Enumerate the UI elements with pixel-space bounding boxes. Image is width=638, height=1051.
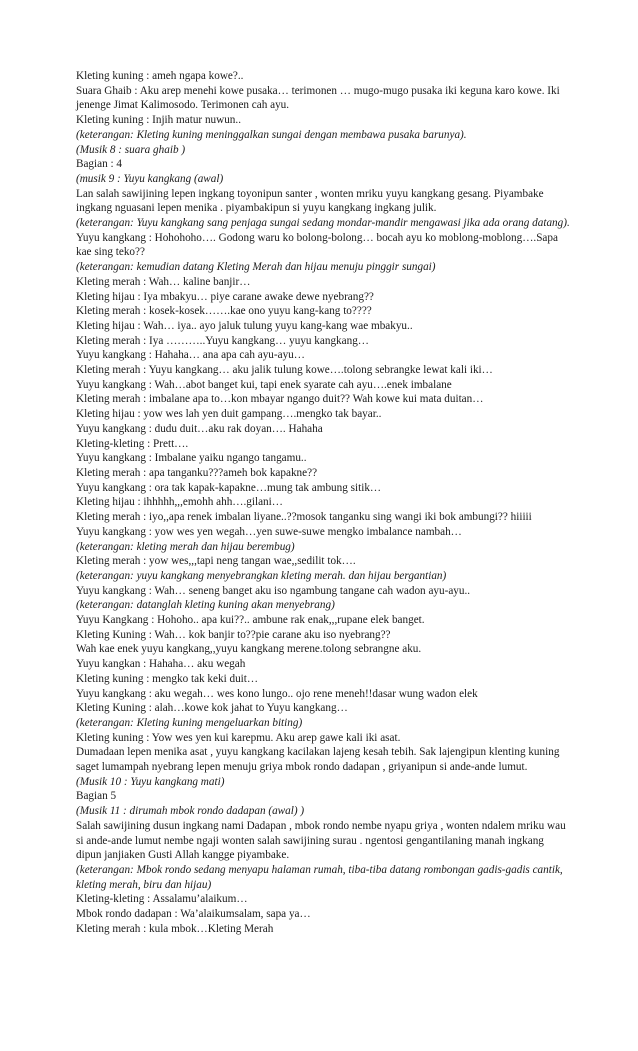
text-line: Kleting merah : kosek-kosek…….kae ono yuyu kang-kang to???? [76, 305, 372, 318]
text-line: Yuyu kangkang : Imbalane yaiku ngango tangamu.. [76, 452, 307, 465]
text-line: Kleting merah : apa tanganku???ameh bok kapakne?? [76, 466, 318, 479]
text-line: Kleting hijau : ihhhhh,,,emohh ahh….gilani… [76, 496, 283, 509]
stage-direction: (keterangan: yuyu kangkang menyebrangkan kleting merah. dan hijau bergantian) [76, 569, 447, 582]
text-line: Kleting Kuning : alah…kowe kok jahat to Yuyu kangkang… [76, 702, 348, 715]
music-cue: (Musik 10 : Yuyu kangkang mati) [76, 775, 225, 788]
text-line: Kleting kuning : Injih matur nuwun.. [76, 114, 241, 127]
text-line: Mbok rondo dadapan : Wa’alaikumsalam, sapa ya… [76, 908, 311, 921]
stage-direction: (keterangan: kemudian datang Kleting Merah dan hijau menuju pinggir sungai) [76, 261, 436, 274]
stage-direction: (keterangan: Kleting kuning mengeluarkan biting) [76, 716, 303, 729]
text-line: Yuyu kangkan : Hahaha… aku wegah [76, 658, 246, 671]
text-line: Yuyu Kangkang : Hohoho.. apa kui??.. ambune rak enak,,,rupane elek banget. [76, 614, 425, 627]
text-line: Kleting hijau : Wah… iya.. ayo jaluk tulung yuyu kang-kang wae mbakyu.. [76, 319, 413, 332]
text-line: Kleting hijau : Iya mbakyu… piye carane awake dewe nyebrang?? [76, 290, 374, 303]
text-line: Kleting kuning : Yow wes yen kui karepmu. Aku arep gawe kali iki asat. [76, 731, 401, 744]
text-line: Yuyu kangkang : ora tak kapak-kapakne…mung tak ambung sitik… [76, 481, 382, 494]
text-line: Kleting kuning : ameh ngapa kowe?.. [76, 70, 244, 82]
text-line: Kleting merah : Wah… kaline banjir… [76, 275, 251, 288]
document-page [76, 69, 570, 936]
stage-direction: (keterangan: Kleting kuning meninggalkan sungai dengan membawa pusaka barunya). [76, 128, 467, 141]
text-line: Yuyu kangkang : Wah… seneng banget aku iso ngambung tangane cah wadon ayu-ayu.. [76, 584, 471, 597]
section-heading: Bagian : 4 [76, 158, 122, 171]
text-paragraph: Suara Ghaib : Aku arep menehi kowe pusaka… terimonen … mugo-mugo pusaka iki keguna karo kowe. Iki jenenge Jimat Kalimosodo. Terimonen cah ayu. [76, 84, 560, 112]
text-line: Kleting kuning : mengko tak keki duit… [76, 672, 259, 685]
narration-paragraph: Salah sawijining dusun ingkang nami Dadapan , mbok rondo nembe nyapu griya , wonten ndalem mriku wau si ande-ande lumut nembe ngaji wonten salah sawijining surau . ngentosi gengantilaning manah ingkang dipun janjiaken Gusti Allah kangge piyambake. [76, 819, 566, 862]
music-cue: (Musik 11 : dirumah mbok rondo dadapan (awal) ) [76, 805, 305, 818]
text-line: Kleting merah : imbalane apa to…kon mbayar ngango duit?? Wah kowe kui mata duitan… [76, 393, 484, 406]
stage-direction: (keterangan: Yuyu kangkang sang penjaga sungai sedang mondar-mandir mengawasi jika ada orang datang). [76, 217, 570, 230]
stage-direction: (keterangan: Mbok rondo sedang menyapu halaman rumah, tiba-tiba datang rombongan gadis-gadis cantik, kleting merah, biru dan hijau) [76, 863, 563, 891]
stage-direction: (keterangan: kleting merah dan hijau berembug) [76, 540, 295, 553]
text-line: Yuyu kangkang : aku wegah… wes kono lungo.. ojo rene meneh!!dasar wung wadon elek [76, 687, 478, 700]
text-paragraph: Yuyu kangkang : Hohohoho…. Godong waru ko bolong-bolong… bocah ayu ko moblong-moblong….Sapa kae sing teko?? [76, 231, 558, 259]
music-cue: (musik 9 : Yuyu kangkang (awal) [76, 172, 224, 185]
text-line: Kleting merah : Iya ………..Yuyu kangkang… yuyu kangkang… [76, 334, 369, 347]
text-line: Kleting merah : Yuyu kangkang… aku jalik tulung kowe….tolong sebrangke lewat kali iki… [76, 364, 493, 377]
text-line: Yuyu kangkang : Hahaha… ana apa cah ayu-ayu… [76, 349, 305, 362]
text-line: Kleting-kleting : Assalamu’alaikum… [76, 893, 248, 906]
stage-direction: (keterangan: datanglah kleting kuning akan menyebrang) [76, 599, 335, 612]
narration-paragraph: Dumadaan lepen menika asat , yuyu kangkang kacilakan lajeng kesah tebih. Sak lajengipun klenting kuning saget lumampah nyebrang lepen menuju griya mbok rondo dadapan , griyanipun si ande-ande lumut. [76, 746, 560, 774]
text-line: Kleting Kuning : Wah… kok banjir to??pie carane aku iso nyebrang?? [76, 628, 391, 641]
text-line: Kleting-kleting : Prett…. [76, 437, 189, 450]
text-line: Yuyu kangkang : dudu duit…aku rak doyan…. Hahaha [76, 422, 323, 435]
text-line: Wah kae enek yuyu kangkang,,yuyu kangkang merene.tolong sebrangne aku. [76, 643, 422, 656]
text-paragraph: Kleting merah : iyo,,apa renek imbalan liyane..??mosok tanganku sing wangi iki bok ambungi?? hiiiii [76, 511, 532, 524]
music-cue: (Musik 8 : suara ghaib ) [76, 143, 186, 156]
text-line: Kleting merah : yow wes,,,tapi neng tangan wae,,sedilit tok…. [76, 555, 356, 568]
text-line: Yuyu kangkang : yow wes yen wegah…yen suwe-suwe mengko imbalance nambah… [76, 525, 462, 538]
text-line: Kleting merah : kula mbok…Kleting Merah [76, 922, 274, 935]
text-line: Yuyu kangkang : Wah…abot banget kui, tapi enek syarate cah ayu….enek imbalane [76, 378, 452, 391]
section-heading: Bagian 5 [76, 790, 117, 803]
narration-paragraph: Lan salah sawijining lepen ingkang toyonipun santer , wonten mriku yuyu kangkang gesang. Piyambake ingkang nguasani lepen menika . piyambakipun si yuyu kangkang ingkang julik. [76, 187, 544, 215]
text-line: Kleting hijau : yow wes lah yen duit gampang….mengko tak bayar.. [76, 408, 382, 421]
